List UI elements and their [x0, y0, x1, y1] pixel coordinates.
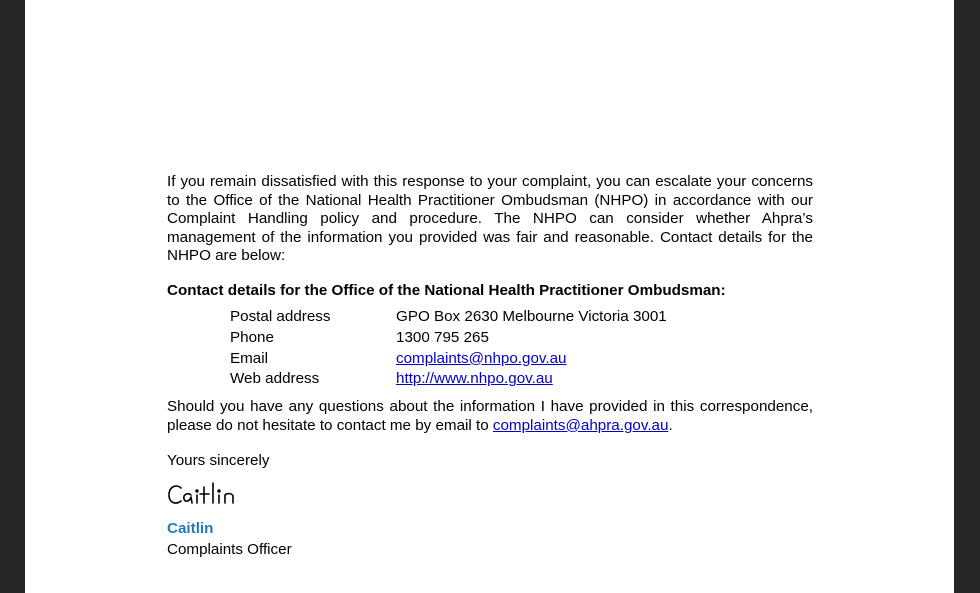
signer-name: Caitlin: [167, 519, 214, 537]
ahpra-email-link[interactable]: complaints@ahpra.gov.au: [492, 416, 669, 434]
contact-label: Phone: [230, 328, 274, 346]
letter-body: [167, 171, 813, 560]
questions-text: Should you have any questions about the information I have provided in this correspondence, please do not hesitate to contact me by email to: [167, 398, 813, 434]
contact-value: 1300 795 265: [396, 328, 489, 346]
contact-value: GPO Box 2630 Melbourne Victoria 3001: [396, 308, 667, 325]
contact-row-web: [230, 369, 813, 390]
nhpo-website-link[interactable]: http://www.nhpo.gov.au: [396, 370, 553, 388]
closing-salutation: Yours sincerely: [167, 452, 270, 470]
nhpo-email-link[interactable]: complaints@nhpo.gov.au: [396, 349, 567, 367]
contact-table: [230, 307, 813, 390]
contact-heading: Contact details for the Office of the National Health Practitioner Ombudsman:: [167, 281, 726, 299]
document-page: [25, 0, 954, 593]
intro-paragraph: If you remain dissatisfied with this response to your complaint, you can escalate your concerns to the Office of the National Health Practitioner Ombudsman (NHPO) in accordance with our Complaint Handling policy and procedure. The NHPO can consider whether Ahpra’s management of the information you provided was fair and reasonable. Contact details for the NHPO are below:: [167, 173, 813, 264]
handwritten-signature: [167, 478, 813, 512]
contact-row-postal: [230, 307, 813, 328]
contact-label: Web address: [230, 370, 320, 388]
contact-row-phone: [230, 328, 813, 349]
signer-title: Complaints Officer: [167, 541, 292, 559]
contact-label: Postal address: [230, 308, 331, 325]
contact-row-email: [230, 349, 813, 370]
questions-paragraph: [167, 398, 813, 435]
questions-period: .: [668, 416, 673, 434]
contact-label: Email: [230, 349, 268, 367]
signature-image: [167, 478, 247, 512]
